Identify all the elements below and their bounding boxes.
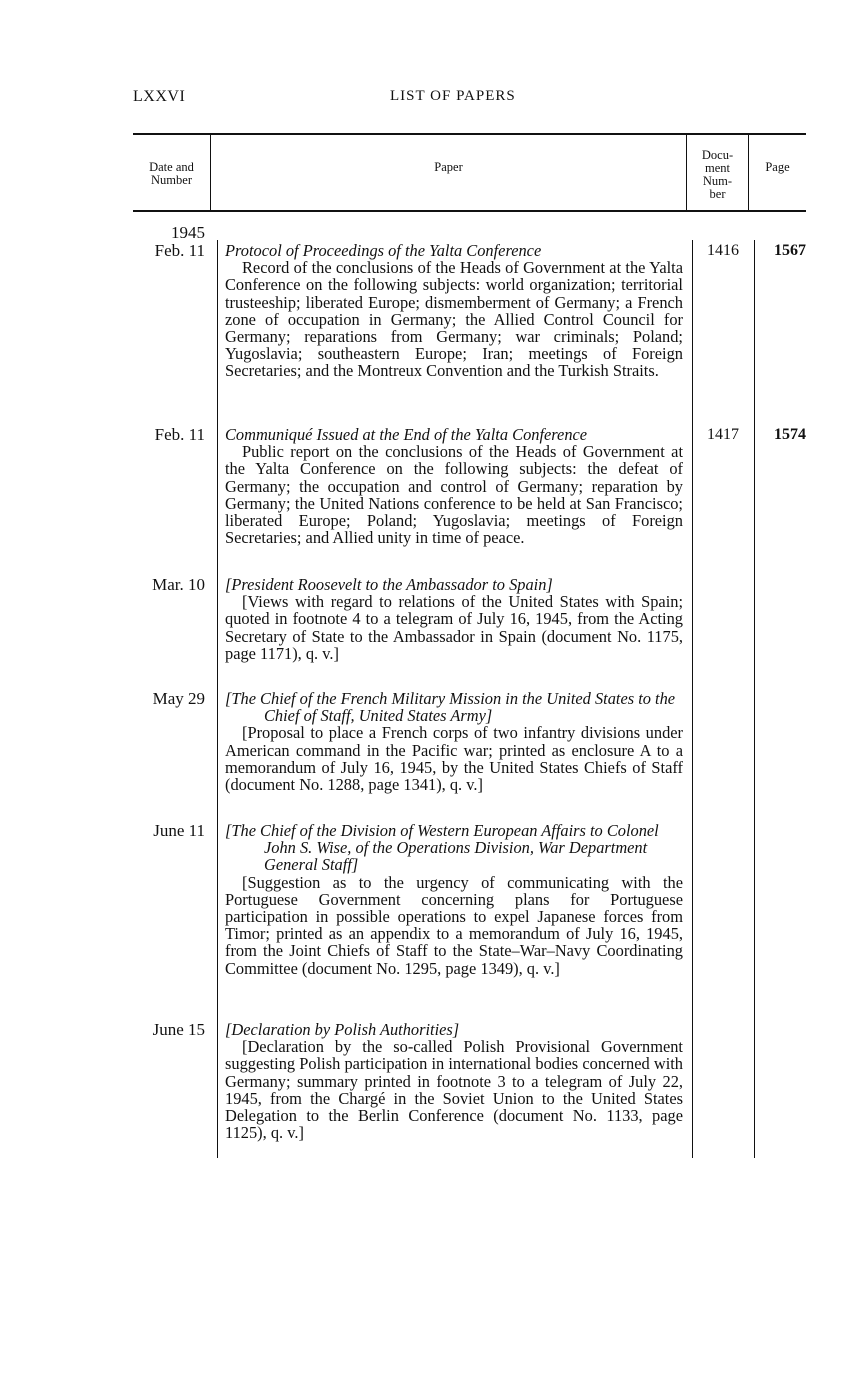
- column-header-paper: Paper: [434, 160, 463, 174]
- entry-document-number: 1417: [707, 426, 739, 443]
- entry-description: Public report on the conclusions of the Heads of Government at the Yalta Conference on the following subjects: the defeat of Germany; the occupation and control of Germany; reparation by Germany; the United Nations conference to be held at San Francisco; liberated Europe; Poland; Yugoslavia; meetings of Foreign Secretaries; and Allied unity in time of peace.: [225, 442, 683, 548]
- entry-paper: [225, 690, 683, 793]
- entry-title: [Declaration by Polish Authorities]: [225, 1020, 460, 1039]
- entry-title: Protocol of Proceedings of the Yalta Conference: [225, 241, 542, 260]
- page-title: LIST OF PAPERS: [390, 88, 516, 104]
- entry-paper: [225, 1021, 683, 1141]
- entry-title: Communiqué Issued at the End of the Yalta Conference: [225, 425, 588, 444]
- header-bottom-rule: [133, 210, 806, 212]
- entry-paper: [225, 576, 683, 662]
- entry-paper: [225, 822, 683, 977]
- entry-date: June 15: [152, 1020, 205, 1039]
- entry-title: [The Chief of the Division of Western European Affairs to Colonel John S. Wise, of the Operations Division, War Department General Staff]: [225, 821, 659, 875]
- entry-title: [President Roosevelt to the Ambassador to Spain]: [225, 575, 553, 594]
- entry-paper: [225, 426, 683, 546]
- entry-document-number: 1416: [707, 242, 739, 259]
- entry-date: Feb. 11: [154, 241, 205, 260]
- column-header-date-label: Date and Number: [149, 160, 194, 187]
- column-header-page: Page: [765, 160, 790, 174]
- column-divider: [754, 240, 755, 1158]
- entry-page-number: 1567: [774, 242, 806, 259]
- page-number: LXXVI: [133, 88, 186, 105]
- entry-description: [Views with regard to relations of the United States with Spain; quoted in footnote 4 to a telegram of July 16, 1945, from the Acting Secretary of State to the Ambassador in Spain (document No. 1175, page 1171), q. v.]: [225, 592, 683, 663]
- entry-page-number: 1574: [774, 426, 806, 443]
- entry-description: Record of the conclusions of the Heads of Government at the Yalta Conference on the following subjects: world organization; territorial trusteeship; liberated Europe; dismemberment of Germany; a French zone of occupation in Germany; the Allied Control Council for Germany; reparations from Germany; war criminals; Poland; Yugoslavia; southeastern Europe; Iran; meetings of Foreign Secretaries; and the Montreux Convention and the Turkish Straits.: [225, 258, 683, 381]
- table-top-rule: [133, 133, 806, 135]
- entry-date: Mar. 10: [152, 575, 205, 594]
- entry-description: [Declaration by the so-called Polish Provisional Government suggesting Polish participation in international bodies concerned with Germany; summary printed in footnote 3 to a telegram of July 22, 1945, from the Chargé in the Soviet Union to the United States Delegation to the Berlin Conference (document No. 1133, page 1125), q. v.]: [225, 1037, 683, 1143]
- year-label: 1945: [171, 223, 205, 242]
- entry-description: [Suggestion as to the urgency of communicating with the Portuguese Government concerning plans for Portuguese participation in possible operations to expel Japanese forces from Timor; printed as an appendix to a memorandum of July 16, 1945, from the Joint Chiefs of Staff to the State–War–Navy Coordinating Committee (document No. 1295, page 1349), q. v.]: [225, 872, 683, 978]
- column-header-document: Docu- ment Num- ber: [701, 148, 734, 201]
- entry-paper: [225, 242, 683, 380]
- entry-date: Feb. 11: [154, 425, 205, 444]
- entry-title: [The Chief of the French Military Mission in the United States to the Chief of Staff, United States Army]: [225, 689, 676, 726]
- column-divider: [692, 240, 693, 1158]
- column-header-date: [133, 161, 210, 187]
- entry-description: [Proposal to place a French corps of two infantry divisions under American command in the Pacific war; printed as enclosure A to a memorandum of July 16, 1945, by the United States Chiefs of Staff (document No. 1288, page 1341), q. v.]: [225, 723, 683, 795]
- entry-date: June 11: [153, 821, 205, 840]
- column-divider: [217, 240, 218, 1158]
- entry-date: May 29: [152, 689, 205, 708]
